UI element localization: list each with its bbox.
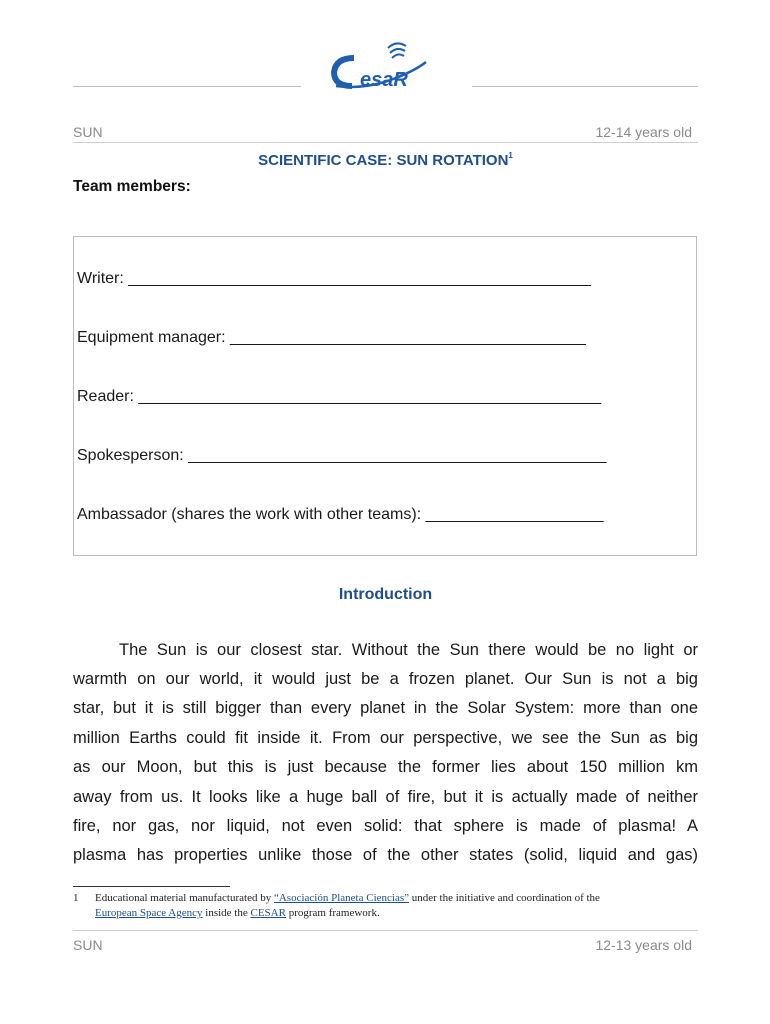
team-members-label: Team members: xyxy=(73,178,191,195)
svg-text:esaR: esaR xyxy=(360,69,408,91)
role-reader: Reader: ____________________________________________________ xyxy=(77,388,602,405)
page-title xyxy=(73,151,698,169)
footnote-number: 1 xyxy=(73,892,79,904)
role-writer: Writer: ____________________________________________________ xyxy=(77,270,591,287)
cesar-logo xyxy=(326,40,444,92)
role-ambassador: Ambassador (shares the work with other teams): ____________________ xyxy=(77,506,604,523)
footnote-text-after: program framework. xyxy=(285,907,380,919)
footnote-text-before: Educational material manufacturated by xyxy=(95,892,274,904)
header-right-line xyxy=(472,86,698,87)
esa-link[interactable]: European Space Agency xyxy=(95,907,203,919)
paragraph-line: plasma has properties unlike those of the other states (solid, liquid and gas) xyxy=(73,846,698,864)
paragraph-line: fire, nor gas, nor liquid, not even solid: that sphere is made of plasma! A xyxy=(73,817,698,835)
running-footer-left: SUN xyxy=(73,937,103,953)
footnote-text-middle: under the initiative and coordination of the xyxy=(409,892,600,904)
footer-rule xyxy=(73,930,698,931)
running-header-left: SUN xyxy=(73,124,103,140)
paragraph-line: star, but it is still bigger than every planet in the Solar System: more than one xyxy=(73,699,698,717)
title-text: SCIENTIFIC CASE: SUN ROTATION xyxy=(258,152,509,169)
running-header-right: 12-14 years old xyxy=(595,124,692,140)
paragraph-line: The Sun is our closest star. Without the Sun there would be no light or xyxy=(119,641,698,659)
footnote-text xyxy=(95,891,695,921)
paragraph-line: away from us. It looks like a huge ball of fire, but it is actually made of neither xyxy=(73,788,698,806)
paragraph-line: as our Moon, but this is just because the former lies about 150 million km xyxy=(73,758,698,776)
header-rule xyxy=(73,142,698,143)
footnote-text-middle2: inside the xyxy=(202,907,251,919)
footnote-rule xyxy=(73,886,230,887)
paragraph-line: warmth on our world, it would just be a frozen planet. Our Sun is not a big xyxy=(73,670,698,688)
role-equipment-manager: Equipment manager: ________________________________________ xyxy=(77,329,586,346)
introduction-heading: Introduction xyxy=(338,586,433,603)
header-left-line xyxy=(73,86,301,87)
role-spokesperson: Spokesperson: _______________________________________________ xyxy=(77,447,607,464)
title-footnote-ref: 1 xyxy=(508,151,513,160)
cesar-link[interactable]: CESAR xyxy=(250,907,286,919)
running-footer-right: 12-13 years old xyxy=(595,937,692,953)
paragraph-line: million Earths could fit inside it. From our perspective, we see the Sun as big xyxy=(73,729,698,747)
planeta-ciencias-link[interactable]: “Asociación Planeta Ciencias” xyxy=(273,892,409,904)
